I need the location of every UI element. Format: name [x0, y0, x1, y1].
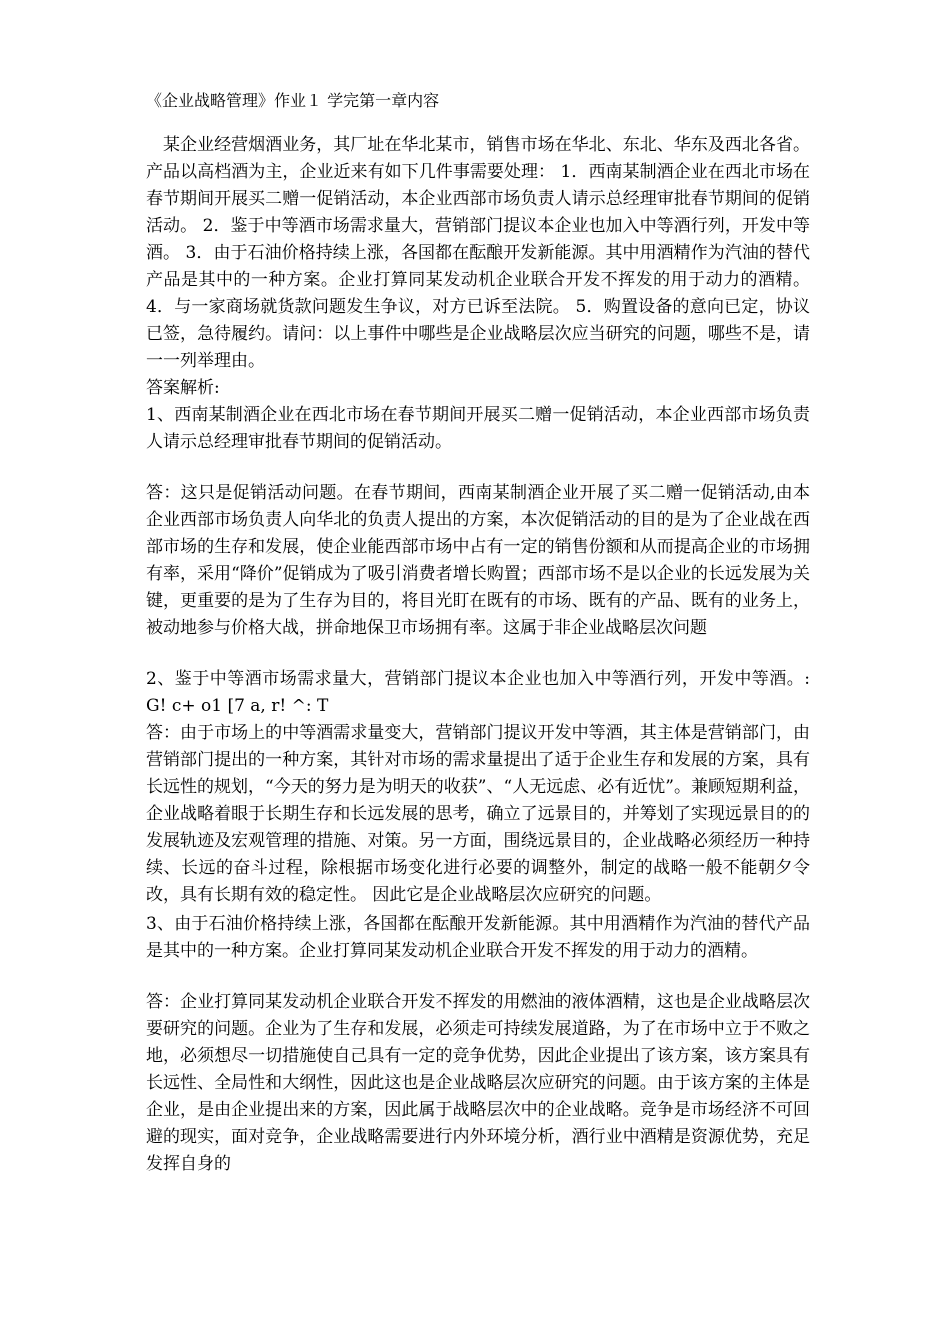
item-3-statement: 3、由于石油价格持续上涨，各国都在酝酿开发新能源。其中用酒精作为汽油的替代产品是其中的一种方案。企业打算同某发动机企业联合开发不挥发的用于动力的酒精。: [146, 914, 810, 961]
item-1-statement: 1、西南某制酒企业在西北市场在春节期间开展买二赠一促销活动，本企业西部市场负责人请示总经理审批春节期间的促销活动。: [146, 405, 810, 452]
spacer: [146, 965, 810, 989]
document-title: 《企业战略管理》作业１ 学完第一章内容: [146, 91, 440, 110]
document-body: [146, 88, 810, 1178]
spacer: [146, 456, 810, 480]
answer-2-paragraph: 答：由于市场上的中等酒需求量变大，营销部门提议开发中等酒，其主体是营销部门，由营销部门提出的一种方案，其针对市场的需求量提出了适于企业生存和发展的方案，具有长远性的规划，“今天的努力是为明天的收获”、“人无远虑、必有近忧”。兼顾短期利益，企业战略着眼于长期生存和长远发展的思考，确立了远景目的，并筹划了实现远景目的的发展轨迹及宏观管理的措施、对策。另一方面，围绕远景目的，企业战略必须经历一种持续、长远的奋斗过程，除根据市场变化进行必要的调整外，制定的战略一般不能朝夕令改，具有长期有效的稳定性。 因此它是企业战略层次应研究的问题。: [146, 723, 810, 905]
answer-heading: 答案解析:: [146, 378, 220, 398]
spacer: [146, 642, 810, 666]
question-paragraph: 某企业经营烟酒业务，其厂址在华北某市，销售市场在华北、东北、华东及西北各省。产品以高档酒为主，企业近来有如下几件事需要处理： 1．西南某制酒企业在西北市场在春节期间开展买二赠一促销活动，本企业西部市场负责人请示总经理审批春节期间的促销活动。 2．鉴于中等酒市场需求量大，营销部门提议本企业也加入中等酒行列，开发中等酒。 3．由于石油价格持续上涨，各国都在酝酿开发新能源。其中用酒精作为汽油的替代产品是其中的一种方案。企业打算同某发动机企业联合开发不挥发的用于动力的酒精。 4．与一家商场就货款问题发生争议，对方已诉至法院。 5．购置设备的意向已定，协议已签，急待履约。请问：以上事件中哪些是企业战略层次应当研究的问题，哪些不是，请一一列举理由。: [146, 135, 810, 371]
answer-1-paragraph: 答：这只是促销活动问题。在春节期间，西南某制酒企业开展了买二赠一促销活动,由本企业西部市场负责人向华北的负责人提出的方案，本次促销活动的目的是为了企业战在西部市场的生存和发展，使企业能西部市场中占有一定的销售份额和从而提高企业的市场拥有率，采用“降价”促销成为了吸引消费者增长购置；西部市场不是以企业的长远发展为关键，更重要的是为了生存为目的，将目光盯在既有的市场、既有的产品、既有的业务上，被动地参与价格大战，拼命地保卫市场拥有率。这属于非企业战略层次问题: [146, 483, 810, 638]
spacer: [146, 114, 810, 132]
answer-3-paragraph: 答：企业打算同某发动机企业联合开发不挥发的用燃油的液体酒精，这也是企业战略层次要研究的问题。企业为了生存和发展，必须走可持续发展道路，为了在市场中立于不败之地，必须想尽一切措施使自己具有一定的竞争优势，因此企业提出了该方案，该方案具有长远性、全局性和大纲性，因此这也是企业战略层次应研究的问题。由于该方案的主体是企业，是由企业提出来的方案，因此属于战略层次中的企业战略。竞争是市场经济不可回避的现实，面对竞争，企业战略需要进行内外环境分析，酒行业中酒精是资源优势，充足发挥自身的: [146, 992, 810, 1174]
item-2-statement: 2、鉴于中等酒市场需求量大，营销部门提议本企业也加入中等酒行列，开发中等酒。: G! c+ o1 [7 a, r! ^: T: [146, 669, 810, 716]
